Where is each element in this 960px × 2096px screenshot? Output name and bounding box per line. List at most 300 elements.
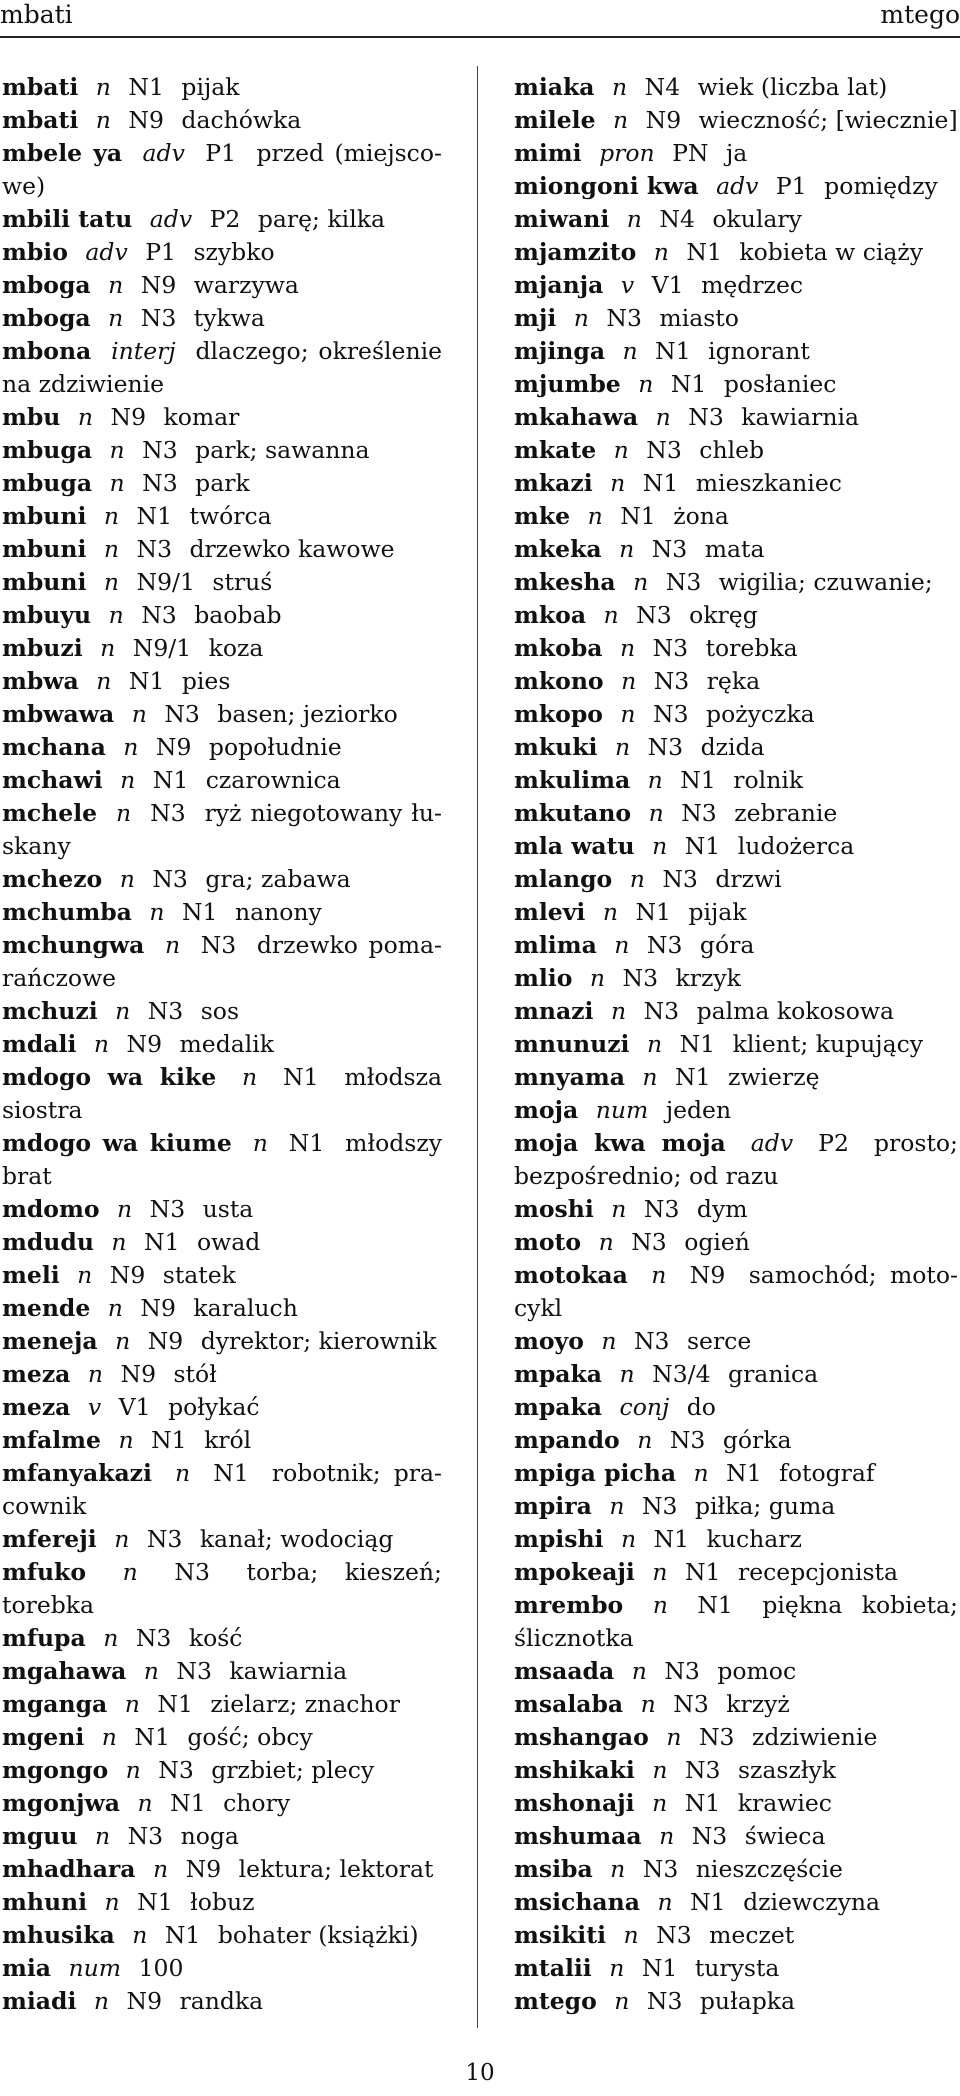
definition: grzbiet; plecy — [211, 1756, 375, 1784]
part-of-speech: n — [175, 1459, 191, 1487]
dictionary-entry — [514, 335, 958, 368]
noun-class: N1 — [170, 1789, 206, 1817]
headword: mchawi — [2, 766, 103, 794]
headword: moja — [514, 1096, 579, 1124]
dictionary-entry — [2, 599, 442, 632]
definition: zdziwienie — [751, 1723, 878, 1751]
headword: mboga — [2, 271, 91, 299]
part-of-speech: n — [614, 1987, 630, 2015]
part-of-speech: n — [107, 1294, 123, 1322]
dictionary-entry — [2, 995, 442, 1028]
noun-class: N3 — [152, 865, 188, 893]
dictionary-entry — [2, 1688, 442, 1721]
part-of-speech: n — [108, 271, 124, 299]
dictionary-entry — [514, 797, 958, 830]
definition: torba; kieszeń; torebka — [2, 1558, 442, 1619]
headword: mbona — [2, 337, 92, 365]
dictionary-entry — [514, 665, 958, 698]
noun-class: N9 — [155, 733, 192, 761]
part-of-speech: n — [652, 1789, 668, 1817]
headword: mbwawa — [2, 700, 115, 728]
part-of-speech: n — [642, 1063, 658, 1091]
part-of-speech: n — [637, 1426, 653, 1454]
part-of-speech: n — [96, 667, 112, 695]
headword: mpaka — [514, 1360, 603, 1388]
noun-class: N3 — [656, 1921, 692, 1949]
part-of-speech: n — [95, 73, 111, 101]
part-of-speech: n — [609, 1492, 625, 1520]
headword: mji — [514, 304, 557, 332]
noun-class: N1 — [641, 1954, 678, 1982]
definition: park — [195, 469, 250, 497]
noun-class: N1 — [697, 1591, 733, 1619]
definition: klient; kupujący — [732, 1030, 924, 1058]
dictionary-entry — [2, 1556, 442, 1622]
definition: dym — [696, 1195, 748, 1223]
dictionary-entry — [514, 929, 958, 962]
headword: mgonjwa — [2, 1789, 121, 1817]
dictionary-entry — [514, 137, 958, 170]
headword: mchungwa — [2, 931, 145, 959]
headword: mimi — [514, 139, 582, 167]
dictionary-entry — [514, 1490, 958, 1523]
noun-class: N9 — [126, 1987, 163, 2015]
noun-class: N1 — [690, 1888, 726, 1916]
dictionary-entry — [2, 731, 442, 764]
noun-class: N1 — [134, 1723, 170, 1751]
part-of-speech: n — [103, 1624, 119, 1652]
noun-class: N1 — [157, 1690, 193, 1718]
definition: zwierzę — [728, 1063, 820, 1091]
definition: górka — [722, 1426, 792, 1454]
dictionary-entry — [514, 1259, 958, 1325]
dictionary-entry — [2, 1061, 442, 1127]
definition: szaszłyk — [737, 1756, 836, 1784]
part-of-speech: n — [648, 799, 664, 827]
dictionary-entry — [2, 269, 442, 302]
dictionary-entry — [514, 1952, 958, 1985]
noun-class: N3 — [642, 1855, 679, 1883]
dictionary-entry — [2, 1820, 442, 1853]
running-head-last-entry: mtego — [880, 0, 960, 29]
definition: granica — [728, 1360, 819, 1388]
definition: dziewczyna — [743, 1888, 881, 1916]
part-of-speech: adv — [750, 1129, 794, 1157]
definition: sos — [200, 997, 240, 1025]
definition: okręg — [689, 601, 758, 629]
definition: dachówka — [181, 106, 302, 134]
part-of-speech: n — [77, 1261, 93, 1289]
noun-class: N9 — [185, 1855, 222, 1883]
part-of-speech: n — [620, 1525, 637, 1553]
noun-class: N3 — [149, 1195, 186, 1223]
definition: baobab — [194, 601, 282, 629]
part-of-speech: n — [655, 403, 671, 431]
definition: owad — [197, 1228, 261, 1256]
part-of-speech: n — [118, 1426, 134, 1454]
definition: piłka; guma — [694, 1492, 836, 1520]
part-of-speech: n — [619, 634, 636, 662]
definition: kanał; wodociąg — [199, 1525, 394, 1553]
part-of-speech: n — [164, 931, 181, 959]
headword: mlango — [514, 865, 613, 893]
headword: msichana — [514, 1888, 640, 1916]
headword: mdogo wa kike — [2, 1063, 217, 1091]
definition: medalik — [179, 1030, 275, 1058]
definition: kobieta w ciąży — [739, 238, 924, 266]
part-of-speech: n — [610, 469, 626, 497]
part-of-speech: n — [93, 1030, 110, 1058]
definition: miasto — [659, 304, 739, 332]
definition: nanony — [234, 898, 322, 926]
headword: mchana — [2, 733, 106, 761]
definition: chleb — [699, 436, 765, 464]
dictionary-entry — [514, 1721, 958, 1754]
dictionary-entry — [2, 1259, 442, 1292]
headword: mnyama — [514, 1063, 625, 1091]
part-of-speech: n — [652, 1558, 668, 1586]
headword: mpiga picha — [514, 1459, 677, 1487]
dictionary-entry — [514, 1193, 958, 1226]
dictionary-column-left — [2, 71, 442, 2018]
headword: mboga — [2, 304, 91, 332]
dictionary-entry — [514, 1358, 958, 1391]
headword: mbio — [2, 238, 68, 266]
noun-class: N3 — [643, 997, 680, 1025]
noun-class: N4 — [644, 73, 681, 101]
noun-class: N3 — [653, 700, 689, 728]
definition: karaluch — [193, 1294, 298, 1322]
noun-class: N1 — [670, 370, 707, 398]
part-of-speech: n — [623, 1921, 639, 1949]
noun-class: N3 — [681, 799, 717, 827]
dictionary-entry — [514, 599, 958, 632]
headword: mgongo — [2, 1756, 109, 1784]
noun-class: N9 — [140, 1294, 176, 1322]
definition: żona — [673, 502, 729, 530]
dictionary-entry — [514, 1028, 958, 1061]
noun-class: N1 — [680, 766, 716, 794]
noun-class: N3 — [643, 1195, 680, 1223]
noun-class: N9/1 — [132, 634, 192, 662]
dictionary-entry — [514, 533, 958, 566]
headword: mkeka — [514, 535, 602, 563]
headword: mrembo — [514, 1591, 624, 1619]
dictionary-entry — [514, 170, 958, 203]
noun-class: N1 — [620, 502, 656, 530]
dictionary-entry — [2, 1721, 442, 1754]
headword: mbuni — [2, 568, 87, 596]
part-of-speech: n — [124, 1690, 140, 1718]
part-of-speech: n — [619, 1360, 635, 1388]
noun-class: N9 — [110, 403, 147, 431]
definition: statek — [162, 1261, 236, 1289]
noun-class: N3 — [174, 1558, 210, 1586]
headword: milele — [514, 106, 596, 134]
noun-class: N3 — [673, 1690, 709, 1718]
part-of-speech: n — [652, 832, 668, 860]
part-of-speech: n — [613, 436, 629, 464]
part-of-speech: adv — [716, 172, 759, 200]
noun-class: N4 — [659, 205, 695, 233]
part-of-speech: interj — [111, 337, 176, 365]
definition: ryż niegotowany łuskany — [2, 799, 442, 860]
definition: serce — [686, 1327, 752, 1355]
dictionary-entry — [514, 1787, 958, 1820]
dictionary-entry — [514, 1523, 958, 1556]
dictionary-entry — [2, 1952, 442, 1985]
dictionary-entry — [514, 1226, 958, 1259]
part-of-speech: n — [143, 1657, 159, 1685]
noun-class: N3 — [164, 700, 200, 728]
headword: mhuni — [2, 1888, 88, 1916]
noun-class: P1 — [145, 238, 176, 266]
definition: mieszkaniec — [695, 469, 842, 497]
part-of-speech: num — [68, 1954, 122, 1982]
noun-class: N9 — [140, 271, 177, 299]
definition: zebranie — [734, 799, 838, 827]
part-of-speech: n — [111, 1228, 127, 1256]
headword: mshonaji — [514, 1789, 635, 1817]
page-number: 10 — [465, 2060, 495, 2086]
part-of-speech: n — [242, 1063, 258, 1091]
part-of-speech: n — [638, 370, 654, 398]
part-of-speech: n — [115, 1327, 131, 1355]
dictionary-entry — [514, 71, 958, 104]
definition: przed (miejscowe) — [2, 139, 442, 200]
noun-class: N1 — [128, 667, 165, 695]
part-of-speech: v — [87, 1393, 102, 1421]
part-of-speech: n — [77, 403, 94, 431]
dictionary-entry — [2, 434, 442, 467]
definition: twórca — [189, 502, 272, 530]
noun-class: N3 — [636, 601, 672, 629]
definition: drzewko pomarańczowe — [2, 931, 442, 992]
part-of-speech: n — [657, 1888, 673, 1916]
definition: kawiarnia — [229, 1657, 348, 1685]
headword: mdali — [2, 1030, 77, 1058]
dictionary-entry — [2, 401, 442, 434]
part-of-speech: n — [633, 568, 649, 596]
noun-class: N1 — [288, 1129, 325, 1157]
definition: parę; kilka — [257, 205, 385, 233]
dictionary-entry — [514, 1391, 958, 1424]
definition: czarownica — [205, 766, 341, 794]
part-of-speech: n — [125, 1756, 141, 1784]
headword: mbuga — [2, 469, 93, 497]
dictionary-entry — [514, 830, 958, 863]
headword: moyo — [514, 1327, 584, 1355]
headword: mbati — [2, 106, 79, 134]
running-head-first-entry: mbati — [0, 0, 73, 29]
noun-class: N1 — [136, 502, 173, 530]
definition: bohater (książki) — [217, 1921, 419, 1949]
headword: moto — [514, 1228, 582, 1256]
noun-class: N3 — [653, 667, 690, 695]
part-of-speech: n — [120, 766, 136, 794]
definition: szybko — [193, 238, 275, 266]
part-of-speech: num — [595, 1096, 649, 1124]
part-of-speech: n — [603, 601, 619, 629]
headword: mchele — [2, 799, 98, 827]
definition: popołudnie — [208, 733, 342, 761]
dictionary-entry — [2, 929, 442, 995]
noun-class: N3 — [691, 1822, 728, 1850]
noun-class: PN — [672, 139, 709, 167]
part-of-speech: n — [109, 469, 125, 497]
dictionary-entry — [514, 302, 958, 335]
definition: ignorant — [708, 337, 810, 365]
part-of-speech: n — [153, 1855, 169, 1883]
definition: fotograf — [779, 1459, 875, 1487]
dictionary-entry — [514, 1919, 958, 1952]
dictionary-entry — [2, 1292, 442, 1325]
dictionary-entry — [514, 1061, 958, 1094]
noun-class: N1 — [684, 832, 721, 860]
noun-class: N3 — [631, 1228, 667, 1256]
headword: mlima — [514, 931, 597, 959]
definition: krawiec — [737, 1789, 832, 1817]
noun-class: N1 — [144, 1228, 180, 1256]
noun-class: N3 — [622, 964, 659, 992]
dictionary-entry — [2, 1424, 442, 1457]
noun-class: N1 — [181, 898, 218, 926]
dictionary-column-right — [514, 71, 958, 2018]
definition: do — [686, 1393, 716, 1421]
page-header — [0, 0, 960, 40]
headword: mnunuzi — [514, 1030, 630, 1058]
headword: mchumba — [2, 898, 132, 926]
noun-class: N3 — [688, 403, 724, 431]
noun-class: N3 — [135, 1624, 172, 1652]
headword: mia — [2, 1954, 52, 1982]
dictionary-entry — [514, 1820, 958, 1853]
definition: mędrzec — [701, 271, 804, 299]
headword: mla watu — [514, 832, 635, 860]
part-of-speech: n — [620, 700, 636, 728]
dictionary-entry — [514, 863, 958, 896]
dictionary-entry — [2, 698, 442, 731]
part-of-speech: adv — [142, 139, 185, 167]
dictionary-entry — [2, 203, 442, 236]
definition: noga — [180, 1822, 239, 1850]
headword: moja kwa moja — [514, 1129, 726, 1157]
noun-class: N3 — [664, 1657, 700, 1685]
dictionary-entry — [514, 731, 958, 764]
definition: pijak — [688, 898, 747, 926]
dictionary-entry — [2, 863, 442, 896]
definition: rolnik — [733, 766, 804, 794]
dictionary-entry — [514, 995, 958, 1028]
noun-class: N1 — [686, 238, 722, 266]
dictionary-entry — [514, 1589, 958, 1655]
definition: drzwi — [715, 865, 782, 893]
part-of-speech: n — [647, 766, 663, 794]
noun-class: N9 — [128, 106, 164, 134]
definition: lektura; lektorat — [238, 1855, 434, 1883]
noun-class: N9 — [120, 1360, 157, 1388]
definition: park; sawanna — [195, 436, 370, 464]
noun-class: N3 — [176, 1657, 212, 1685]
part-of-speech: n — [115, 997, 131, 1025]
dictionary-entry — [514, 368, 958, 401]
dictionary-entry — [2, 1358, 442, 1391]
headword: miadi — [2, 1987, 77, 2015]
part-of-speech: n — [653, 238, 669, 266]
headword: msikiti — [514, 1921, 607, 1949]
headword: mtalii — [514, 1954, 592, 1982]
headword: mbele ya — [2, 139, 123, 167]
definition: turysta — [694, 1954, 780, 1982]
headword: mkate — [514, 436, 597, 464]
definition: wigilia; czuwanie; — [718, 568, 933, 596]
dictionary-entry — [2, 1028, 442, 1061]
definition: król — [204, 1426, 252, 1454]
dictionary-entry — [514, 632, 958, 665]
dictionary-entry — [2, 566, 442, 599]
definition: 100 — [138, 1954, 184, 1982]
headword: miwani — [514, 205, 610, 233]
part-of-speech: n — [101, 1723, 117, 1751]
part-of-speech: n — [103, 535, 120, 563]
noun-class: N1 — [653, 1525, 690, 1553]
noun-class: N3 — [200, 931, 237, 959]
noun-class: N1 — [635, 898, 671, 926]
definition: warzywa — [193, 271, 299, 299]
part-of-speech: n — [131, 700, 147, 728]
definition: pies — [181, 667, 231, 695]
definition: ogień — [684, 1228, 750, 1256]
headword: mbati — [2, 73, 79, 101]
headword: mfanyakazi — [2, 1459, 152, 1487]
noun-class: V1 — [651, 271, 684, 299]
noun-class: N3 — [646, 1987, 683, 2015]
part-of-speech: v — [620, 271, 635, 299]
definition: kawiarnia — [741, 403, 860, 431]
part-of-speech: n — [611, 1195, 627, 1223]
definition: dzida — [700, 733, 765, 761]
dictionary-entry — [2, 665, 442, 698]
definition: piękna kobieta; ślicznotka — [514, 1591, 958, 1652]
headword: mbili tatu — [2, 205, 133, 233]
headword: mjamzito — [514, 238, 637, 266]
definition: krzyż — [726, 1690, 790, 1718]
dictionary-entry — [2, 1655, 442, 1688]
noun-class: N1 — [655, 337, 691, 365]
headword: mkazi — [514, 469, 593, 497]
headword: mlio — [514, 964, 573, 992]
dictionary-entry — [514, 467, 958, 500]
noun-class: P1 — [775, 172, 807, 200]
part-of-speech: n — [589, 964, 606, 992]
dictionary-entry — [514, 698, 958, 731]
noun-class: N3 — [651, 535, 688, 563]
definition: robotnik; pracownik — [2, 1459, 442, 1520]
headword: mkono — [514, 667, 604, 695]
noun-class: N3 — [665, 568, 702, 596]
headword: mlevi — [514, 898, 586, 926]
header-rule — [0, 36, 960, 38]
dictionary-entry — [2, 1787, 442, 1820]
headword: mkutano — [514, 799, 632, 827]
noun-class: N1 — [642, 469, 679, 497]
headword: mgeni — [2, 1723, 85, 1751]
noun-class: N1 — [137, 1888, 173, 1916]
noun-class: N1 — [684, 1558, 721, 1586]
noun-class: N3 — [669, 1426, 706, 1454]
part-of-speech: n — [631, 1657, 647, 1685]
part-of-speech: n — [109, 436, 125, 464]
